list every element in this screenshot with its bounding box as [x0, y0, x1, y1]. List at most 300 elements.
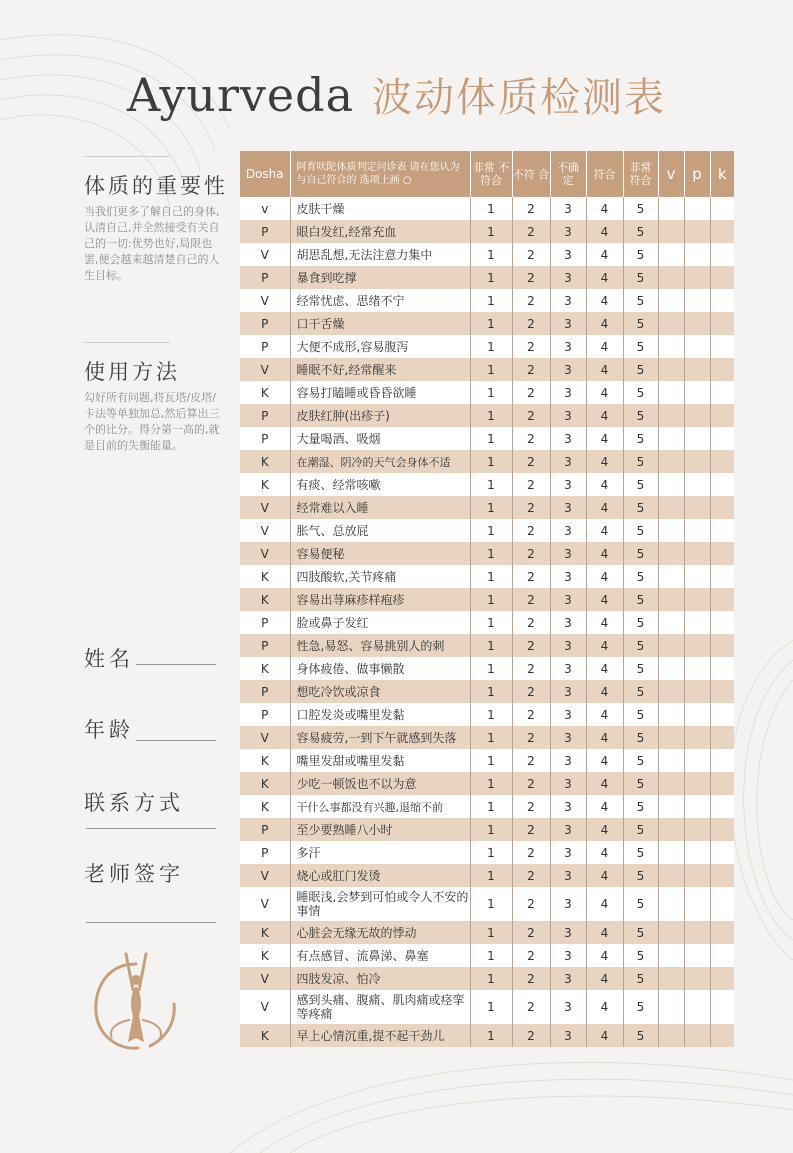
scale-option-1[interactable]: 1: [470, 565, 512, 588]
scale-option-4[interactable]: 4: [586, 266, 623, 289]
scale-option-1[interactable]: 1: [470, 680, 512, 703]
scale-option-5[interactable]: 5: [623, 266, 658, 289]
scale-option-2[interactable]: 2: [512, 404, 550, 427]
scale-option-2[interactable]: 2: [512, 921, 550, 944]
scale-option-4[interactable]: 4: [586, 542, 623, 565]
vata-score-cell[interactable]: [658, 496, 684, 519]
kapha-score-cell[interactable]: [710, 197, 734, 220]
kapha-score-cell[interactable]: [710, 381, 734, 404]
pitta-score-cell[interactable]: [684, 1024, 710, 1047]
vata-score-cell[interactable]: [658, 220, 684, 243]
scale-option-4[interactable]: 4: [586, 588, 623, 611]
pitta-score-cell[interactable]: [684, 864, 710, 887]
scale-option-5[interactable]: 5: [623, 703, 658, 726]
kapha-score-cell[interactable]: [710, 611, 734, 634]
age-field[interactable]: [136, 740, 216, 741]
scale-option-2[interactable]: 2: [512, 473, 550, 496]
scale-option-4[interactable]: 4: [586, 726, 623, 749]
scale-option-3[interactable]: 3: [550, 450, 586, 473]
scale-option-1[interactable]: 1: [470, 967, 512, 990]
pitta-score-cell[interactable]: [684, 381, 710, 404]
scale-option-5[interactable]: 5: [623, 335, 658, 358]
pitta-score-cell[interactable]: [684, 841, 710, 864]
kapha-score-cell[interactable]: [710, 427, 734, 450]
kapha-score-cell[interactable]: [710, 703, 734, 726]
scale-option-2[interactable]: 2: [512, 358, 550, 381]
kapha-score-cell[interactable]: [710, 519, 734, 542]
scale-option-4[interactable]: 4: [586, 795, 623, 818]
table-row: [240, 818, 734, 841]
kapha-score-cell[interactable]: [710, 657, 734, 680]
scale-option-1[interactable]: 1: [470, 772, 512, 795]
kapha-score-cell[interactable]: [710, 289, 734, 312]
scale-option-3[interactable]: 3: [550, 404, 586, 427]
scale-option-4[interactable]: 4: [586, 243, 623, 266]
vata-score-cell[interactable]: [658, 749, 684, 772]
scale-option-5[interactable]: 5: [623, 289, 658, 312]
vata-score-cell[interactable]: [658, 944, 684, 967]
scale-option-5[interactable]: 5: [623, 220, 658, 243]
scale-option-4[interactable]: 4: [586, 565, 623, 588]
teacher-signature-field[interactable]: [86, 922, 216, 923]
scale-option-1[interactable]: 1: [470, 289, 512, 312]
scale-option-2[interactable]: 2: [512, 611, 550, 634]
scale-option-1[interactable]: 1: [470, 921, 512, 944]
scale-option-3[interactable]: 3: [550, 634, 586, 657]
vata-score-cell[interactable]: [658, 921, 684, 944]
scale-option-1[interactable]: 1: [470, 519, 512, 542]
scale-option-5[interactable]: 5: [623, 680, 658, 703]
pitta-score-cell[interactable]: [684, 818, 710, 841]
kapha-score-cell[interactable]: [710, 220, 734, 243]
scale-option-4[interactable]: 4: [586, 1024, 623, 1047]
vata-score-cell[interactable]: [658, 841, 684, 864]
scale-option-4[interactable]: 4: [586, 657, 623, 680]
scale-option-2[interactable]: 2: [512, 588, 550, 611]
scale-option-3[interactable]: 3: [550, 519, 586, 542]
pitta-score-cell[interactable]: [684, 312, 710, 335]
scale-option-4[interactable]: 4: [586, 335, 623, 358]
pitta-header: p: [684, 151, 710, 197]
scale-option-2[interactable]: 2: [512, 726, 550, 749]
question-cell: 感到头痛、腹痛、肌肉痛或痉挛等疼痛: [290, 990, 470, 1024]
scale-option-1[interactable]: 1: [470, 243, 512, 266]
scale-option-5[interactable]: 5: [623, 634, 658, 657]
scale-option-5[interactable]: 5: [623, 519, 658, 542]
scale-option-3[interactable]: 3: [550, 749, 586, 772]
kapha-score-cell[interactable]: [710, 358, 734, 381]
scale-option-5[interactable]: 5: [623, 864, 658, 887]
scale-option-4[interactable]: 4: [586, 289, 623, 312]
vata-score-cell[interactable]: [658, 726, 684, 749]
scale-option-4[interactable]: 4: [586, 703, 623, 726]
kapha-score-cell[interactable]: [710, 450, 734, 473]
scale-option-2[interactable]: 2: [512, 657, 550, 680]
scale-option-3[interactable]: 3: [550, 726, 586, 749]
scale-option-3[interactable]: 3: [550, 841, 586, 864]
scale-option-5[interactable]: 5: [623, 450, 658, 473]
vata-score-cell[interactable]: [658, 611, 684, 634]
pitta-score-cell[interactable]: [684, 542, 710, 565]
scale-option-5[interactable]: 5: [623, 404, 658, 427]
vata-score-cell[interactable]: [658, 588, 684, 611]
kapha-score-cell[interactable]: [710, 496, 734, 519]
scale-option-5[interactable]: 5: [623, 1024, 658, 1047]
vata-score-cell[interactable]: [658, 772, 684, 795]
scale-option-2[interactable]: 2: [512, 680, 550, 703]
scale-option-5[interactable]: 5: [623, 473, 658, 496]
vata-score-cell[interactable]: [658, 519, 684, 542]
pitta-score-cell[interactable]: [684, 496, 710, 519]
scale-option-5[interactable]: 5: [623, 611, 658, 634]
vata-score-cell[interactable]: [658, 450, 684, 473]
scale-option-3[interactable]: 3: [550, 864, 586, 887]
scale-option-1[interactable]: 1: [470, 496, 512, 519]
scale-option-2[interactable]: 2: [512, 381, 550, 404]
scale-option-3[interactable]: 3: [550, 358, 586, 381]
kapha-score-cell[interactable]: [710, 565, 734, 588]
scale-option-2[interactable]: 2: [512, 772, 550, 795]
pitta-score-cell[interactable]: [684, 519, 710, 542]
scale-option-1[interactable]: 1: [470, 588, 512, 611]
scale-option-5[interactable]: 5: [623, 588, 658, 611]
scale-option-1[interactable]: 1: [470, 450, 512, 473]
vata-score-cell[interactable]: [658, 473, 684, 496]
vata-score-cell[interactable]: [658, 634, 684, 657]
scale-option-2[interactable]: 2: [512, 542, 550, 565]
scale-option-1[interactable]: 1: [470, 703, 512, 726]
scale-option-3[interactable]: 3: [550, 887, 586, 921]
vata-score-cell[interactable]: [658, 990, 684, 1024]
pitta-score-cell[interactable]: [684, 450, 710, 473]
pitta-score-cell[interactable]: [684, 772, 710, 795]
scale-option-2[interactable]: 2: [512, 289, 550, 312]
name-field[interactable]: [136, 664, 216, 665]
scale-option-4[interactable]: 4: [586, 358, 623, 381]
scale-option-1[interactable]: 1: [470, 427, 512, 450]
pitta-score-cell[interactable]: [684, 921, 710, 944]
question-cell: 经常忧虑、思绪不宁: [290, 289, 470, 312]
scale-option-3[interactable]: 3: [550, 427, 586, 450]
kapha-score-cell[interactable]: [710, 266, 734, 289]
scale-option-3[interactable]: 3: [550, 312, 586, 335]
kapha-score-cell[interactable]: [710, 335, 734, 358]
scale-option-1[interactable]: 1: [470, 818, 512, 841]
scale-option-3[interactable]: 3: [550, 921, 586, 944]
vata-score-cell[interactable]: [658, 312, 684, 335]
scale-option-5[interactable]: 5: [623, 921, 658, 944]
question-cell: 大便不成形,容易腹泻: [290, 335, 470, 358]
vata-score-cell[interactable]: [658, 427, 684, 450]
kapha-score-cell[interactable]: [710, 795, 734, 818]
kapha-score-cell[interactable]: [710, 243, 734, 266]
pitta-score-cell[interactable]: [684, 473, 710, 496]
scale-option-4[interactable]: 4: [586, 680, 623, 703]
scale-option-5[interactable]: 5: [623, 197, 658, 220]
scale-option-1[interactable]: 1: [470, 990, 512, 1024]
scale-option-5[interactable]: 5: [623, 542, 658, 565]
kapha-score-cell[interactable]: [710, 1024, 734, 1047]
scale-option-4[interactable]: 4: [586, 634, 623, 657]
pitta-score-cell[interactable]: [684, 243, 710, 266]
scale-option-4[interactable]: 4: [586, 450, 623, 473]
scale-option-5[interactable]: 5: [623, 967, 658, 990]
pitta-score-cell[interactable]: [684, 611, 710, 634]
vata-score-cell[interactable]: [658, 657, 684, 680]
scale-option-2[interactable]: 2: [512, 990, 550, 1024]
scale-option-5[interactable]: 5: [623, 657, 658, 680]
pitta-score-cell[interactable]: [684, 335, 710, 358]
kapha-score-cell[interactable]: [710, 887, 734, 921]
scale-option-5[interactable]: 5: [623, 565, 658, 588]
pitta-score-cell[interactable]: [684, 967, 710, 990]
scale-option-4[interactable]: 4: [586, 611, 623, 634]
scale-option-2[interactable]: 2: [512, 427, 550, 450]
scale-option-3[interactable]: 3: [550, 381, 586, 404]
kapha-score-cell[interactable]: [710, 841, 734, 864]
vata-score-cell[interactable]: [658, 1024, 684, 1047]
scale-option-1[interactable]: 1: [470, 381, 512, 404]
scale-option-4[interactable]: 4: [586, 967, 623, 990]
pitta-score-cell[interactable]: [684, 657, 710, 680]
scale-option-1[interactable]: 1: [470, 726, 512, 749]
vata-score-cell[interactable]: [658, 243, 684, 266]
kapha-score-cell[interactable]: [710, 990, 734, 1024]
pitta-score-cell[interactable]: [684, 220, 710, 243]
vata-score-cell[interactable]: [658, 565, 684, 588]
scale-option-4[interactable]: 4: [586, 496, 623, 519]
scale-option-1[interactable]: 1: [470, 887, 512, 921]
scale-option-2[interactable]: 2: [512, 197, 550, 220]
pitta-score-cell[interactable]: [684, 588, 710, 611]
vata-score-cell[interactable]: [658, 967, 684, 990]
scale-option-1[interactable]: 1: [470, 266, 512, 289]
pitta-score-cell[interactable]: [684, 289, 710, 312]
scale-option-4[interactable]: 4: [586, 197, 623, 220]
pitta-score-cell[interactable]: [684, 404, 710, 427]
pitta-score-cell[interactable]: [684, 565, 710, 588]
pitta-score-cell[interactable]: [684, 749, 710, 772]
scale-option-2[interactable]: 2: [512, 841, 550, 864]
scale-option-5[interactable]: 5: [623, 841, 658, 864]
scale-option-1[interactable]: 1: [470, 657, 512, 680]
scale-option-3[interactable]: 3: [550, 990, 586, 1024]
scale-option-3[interactable]: 3: [550, 1024, 586, 1047]
scale-option-5[interactable]: 5: [623, 990, 658, 1024]
pitta-score-cell[interactable]: [684, 795, 710, 818]
scale-option-2[interactable]: 2: [512, 496, 550, 519]
scale-option-4[interactable]: 4: [586, 404, 623, 427]
scale-option-1[interactable]: 1: [470, 197, 512, 220]
kapha-score-cell[interactable]: [710, 921, 734, 944]
scale-option-4[interactable]: 4: [586, 921, 623, 944]
scale-option-3[interactable]: 3: [550, 335, 586, 358]
scale-option-4[interactable]: 4: [586, 220, 623, 243]
pitta-score-cell[interactable]: [684, 726, 710, 749]
kapha-score-cell[interactable]: [710, 542, 734, 565]
scale-option-3[interactable]: 3: [550, 703, 586, 726]
scale-option-4[interactable]: 4: [586, 944, 623, 967]
scale-option-3[interactable]: 3: [550, 220, 586, 243]
scale-option-1[interactable]: 1: [470, 1024, 512, 1047]
scale-option-4[interactable]: 4: [586, 818, 623, 841]
scale-option-2[interactable]: 2: [512, 335, 550, 358]
vata-score-cell[interactable]: [658, 404, 684, 427]
vata-score-cell[interactable]: [658, 381, 684, 404]
scale-option-4[interactable]: 4: [586, 772, 623, 795]
scale-option-3[interactable]: 3: [550, 772, 586, 795]
kapha-score-cell[interactable]: [710, 726, 734, 749]
scale-option-2[interactable]: 2: [512, 749, 550, 772]
scale-option-3[interactable]: 3: [550, 680, 586, 703]
scale-option-3[interactable]: 3: [550, 473, 586, 496]
scale-option-3[interactable]: 3: [550, 197, 586, 220]
scale-option-2[interactable]: 2: [512, 818, 550, 841]
scale-option-2[interactable]: 2: [512, 634, 550, 657]
pitta-score-cell[interactable]: [684, 266, 710, 289]
scale-option-2[interactable]: 2: [512, 887, 550, 921]
scale-option-3[interactable]: 3: [550, 657, 586, 680]
vata-score-cell[interactable]: [658, 887, 684, 921]
scale-option-3[interactable]: 3: [550, 565, 586, 588]
scale-option-2[interactable]: 2: [512, 944, 550, 967]
pitta-score-cell[interactable]: [684, 197, 710, 220]
vata-score-cell[interactable]: [658, 266, 684, 289]
scale-option-2[interactable]: 2: [512, 565, 550, 588]
pitta-score-cell[interactable]: [684, 703, 710, 726]
scale-option-1[interactable]: 1: [470, 749, 512, 772]
scale-option-3[interactable]: 3: [550, 542, 586, 565]
scale-option-5[interactable]: 5: [623, 243, 658, 266]
scale-option-4[interactable]: 4: [586, 841, 623, 864]
scale-option-5[interactable]: 5: [623, 887, 658, 921]
vata-score-cell[interactable]: [658, 703, 684, 726]
scale-option-3[interactable]: 3: [550, 266, 586, 289]
pitta-score-cell[interactable]: [684, 887, 710, 921]
vata-score-cell[interactable]: [658, 197, 684, 220]
scale-option-1[interactable]: 1: [470, 312, 512, 335]
contact-field[interactable]: [86, 828, 216, 829]
scale-option-4[interactable]: 4: [586, 519, 623, 542]
question-cell: 容易打瞌睡或昏昏欲睡: [290, 381, 470, 404]
scale-option-3[interactable]: 3: [550, 795, 586, 818]
kapha-score-cell[interactable]: [710, 967, 734, 990]
scale-option-5[interactable]: 5: [623, 496, 658, 519]
scale-option-1[interactable]: 1: [470, 611, 512, 634]
scale-option-4[interactable]: 4: [586, 887, 623, 921]
scale-option-3[interactable]: 3: [550, 967, 586, 990]
divider: [84, 156, 170, 157]
kapha-score-cell[interactable]: [710, 312, 734, 335]
scale-option-3[interactable]: 3: [550, 289, 586, 312]
kapha-score-cell[interactable]: [710, 588, 734, 611]
pitta-score-cell[interactable]: [684, 990, 710, 1024]
scale-option-2[interactable]: 2: [512, 967, 550, 990]
scale-option-5[interactable]: 5: [623, 795, 658, 818]
kapha-score-cell[interactable]: [710, 473, 734, 496]
pitta-score-cell[interactable]: [684, 358, 710, 381]
scale-option-5[interactable]: 5: [623, 749, 658, 772]
kapha-score-cell[interactable]: [710, 772, 734, 795]
scale-option-3[interactable]: 3: [550, 588, 586, 611]
kapha-score-cell[interactable]: [710, 749, 734, 772]
vata-score-cell[interactable]: [658, 542, 684, 565]
vata-score-cell[interactable]: [658, 680, 684, 703]
scale-option-4[interactable]: 4: [586, 473, 623, 496]
pitta-score-cell[interactable]: [684, 944, 710, 967]
pitta-score-cell[interactable]: [684, 680, 710, 703]
vata-score-cell[interactable]: [658, 818, 684, 841]
scale-option-4[interactable]: 4: [586, 381, 623, 404]
scale-option-1[interactable]: 1: [470, 358, 512, 381]
vata-score-cell[interactable]: [658, 795, 684, 818]
scale-option-1[interactable]: 1: [470, 634, 512, 657]
scale-option-4[interactable]: 4: [586, 990, 623, 1024]
scale-option-2[interactable]: 2: [512, 1024, 550, 1047]
scale-option-2[interactable]: 2: [512, 243, 550, 266]
scale-option-2[interactable]: 2: [512, 864, 550, 887]
scale-option-1[interactable]: 1: [470, 473, 512, 496]
scale-option-5[interactable]: 5: [623, 358, 658, 381]
scale-option-1[interactable]: 1: [470, 944, 512, 967]
scale-option-2[interactable]: 2: [512, 266, 550, 289]
scale-option-4[interactable]: 4: [586, 864, 623, 887]
scale-option-5[interactable]: 5: [623, 381, 658, 404]
scale-option-3[interactable]: 3: [550, 944, 586, 967]
scale-option-2[interactable]: 2: [512, 312, 550, 335]
scale-option-3[interactable]: 3: [550, 243, 586, 266]
scale-option-3[interactable]: 3: [550, 611, 586, 634]
scale-option-2[interactable]: 2: [512, 703, 550, 726]
kapha-score-cell[interactable]: [710, 944, 734, 967]
vata-score-cell[interactable]: [658, 335, 684, 358]
scale-option-5[interactable]: 5: [623, 944, 658, 967]
kapha-score-cell[interactable]: [710, 680, 734, 703]
vata-score-cell[interactable]: [658, 864, 684, 887]
scale-option-4[interactable]: 4: [586, 312, 623, 335]
scale-option-5[interactable]: 5: [623, 772, 658, 795]
pitta-score-cell[interactable]: [684, 634, 710, 657]
scale-option-1[interactable]: 1: [470, 335, 512, 358]
kapha-score-cell[interactable]: [710, 818, 734, 841]
dosha-questionnaire-table: [240, 151, 734, 1047]
scale-option-1[interactable]: 1: [470, 864, 512, 887]
scale-option-5[interactable]: 5: [623, 427, 658, 450]
kapha-score-cell[interactable]: [710, 404, 734, 427]
scale-option-1[interactable]: 1: [470, 220, 512, 243]
scale-option-5[interactable]: 5: [623, 312, 658, 335]
scale-option-1[interactable]: 1: [470, 404, 512, 427]
kapha-score-cell[interactable]: [710, 864, 734, 887]
scale-option-3[interactable]: 3: [550, 818, 586, 841]
scale-option-1[interactable]: 1: [470, 841, 512, 864]
scale-option-5[interactable]: 5: [623, 818, 658, 841]
scale-option-5[interactable]: 5: [623, 726, 658, 749]
scale-option-4[interactable]: 4: [586, 427, 623, 450]
scale-option-2[interactable]: 2: [512, 519, 550, 542]
scale-option-1[interactable]: 1: [470, 542, 512, 565]
scale-option-2[interactable]: 2: [512, 220, 550, 243]
scale-option-2[interactable]: 2: [512, 450, 550, 473]
scale-option-1[interactable]: 1: [470, 795, 512, 818]
vata-score-cell[interactable]: [658, 289, 684, 312]
scale-option-2[interactable]: 2: [512, 795, 550, 818]
kapha-score-cell[interactable]: [710, 634, 734, 657]
pitta-score-cell[interactable]: [684, 427, 710, 450]
scale-option-3[interactable]: 3: [550, 496, 586, 519]
vata-score-cell[interactable]: [658, 358, 684, 381]
scale-option-4[interactable]: 4: [586, 749, 623, 772]
